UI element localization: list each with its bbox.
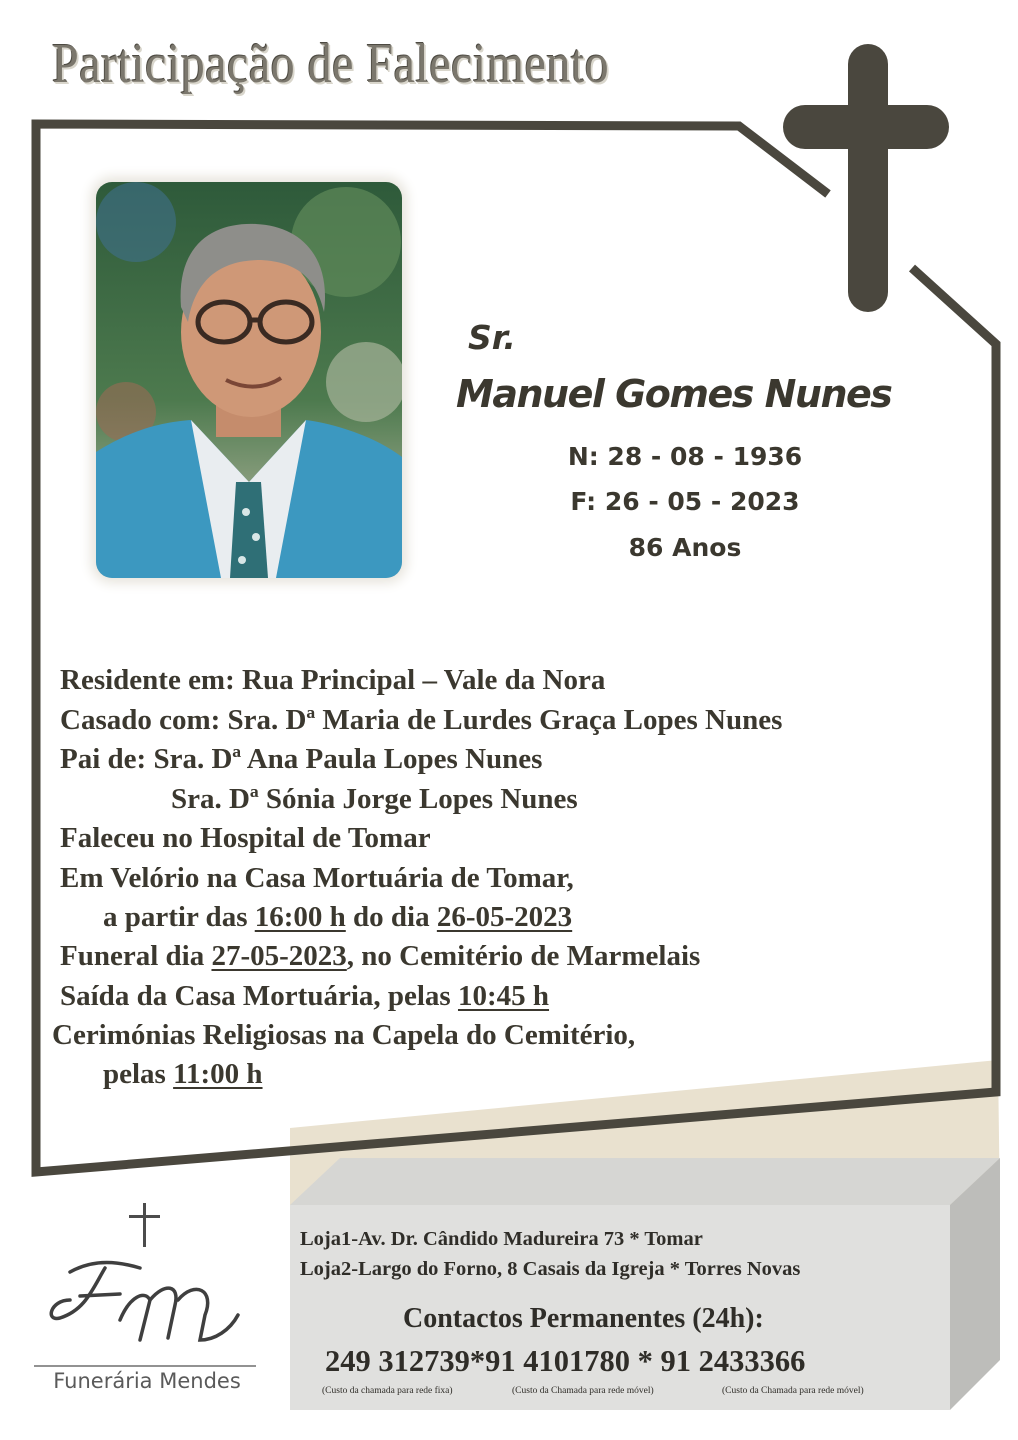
death-place-line: Faleceu no Hospital de Tomar — [60, 822, 431, 854]
wake-time: 16:00 h — [254, 901, 346, 933]
logo-monogram-icon — [51, 1263, 238, 1341]
wake-date: 26-05-2023 — [436, 901, 573, 933]
spouse-line: Casado com: Sra. Dª Maria de Lurdes Graça Lopes Nunes — [60, 704, 783, 736]
portrait-photo — [96, 182, 402, 578]
funeral-date: 27-05-2023 — [211, 940, 347, 972]
birth-date: N: 28 - 08 - 1936 — [567, 442, 803, 471]
deceased-name: Manuel Gomes Nunes — [456, 372, 892, 416]
children-prefix: Pai de: — [60, 743, 154, 775]
departure-line — [60, 978, 549, 1014]
child-name-1: Sra. Dª Ana Paula Lopes Nunes — [153, 743, 543, 775]
page-title: Participação de Falecimento — [52, 33, 610, 95]
logo-name: Funerária Mendes — [53, 1369, 241, 1393]
ceremony-line: Cerimónias Religiosas na Capela do Cemitério, — [52, 1019, 636, 1051]
contacts-title: Contactos Permanentes (24h): — [403, 1303, 764, 1334]
child-name-2: Sra. Dª Sónia Jorge Lopes Nunes — [171, 783, 578, 815]
funeral-prefix: Funeral dia — [60, 940, 212, 972]
store-address-2: Loja2-Largo do Forno, 8 Casais da Igreja * Torres Novas — [300, 1258, 801, 1280]
wake-from-text: a partir das — [103, 901, 255, 933]
departure-time: 10:45 h — [457, 980, 550, 1012]
wake-time-line — [103, 899, 572, 935]
salutation: Sr. — [468, 318, 516, 357]
funeral-line — [60, 938, 700, 974]
phone-numbers: 249 312739*91 4101780 * 91 2433366 — [325, 1344, 806, 1378]
logo-cross-icon — [129, 1203, 160, 1247]
children-line-1 — [60, 741, 542, 777]
age: 86 Anos — [628, 533, 742, 562]
funeral-suffix: , no Cemitério de Marmelais — [346, 940, 701, 972]
ceremony-prefix: pelas — [103, 1058, 174, 1090]
departure-prefix: Saída da Casa Mortuária, pelas — [60, 980, 458, 1012]
store-address-1: Loja1-Av. Dr. Cândido Madureira 73 * Tomar — [300, 1228, 703, 1250]
wake-line: Em Velório na Casa Mortuária de Tomar, — [60, 862, 574, 894]
phone-note-2: (Custo da Chamada para rede móvel) — [512, 1386, 654, 1396]
wake-mid-text: do dia — [345, 901, 437, 933]
residence-line: Residente em: Rua Principal – Vale da Nora — [60, 664, 606, 696]
death-date: F: 26 - 05 - 2023 — [570, 487, 800, 516]
ceremony-time-line — [103, 1056, 263, 1092]
phone-note-3: (Custo da Chamada para rede móvel) — [722, 1386, 864, 1396]
ceremony-time: 11:00 h — [173, 1058, 263, 1090]
phone-note-1: (Custo da chamada para rede fixa) — [322, 1386, 453, 1396]
